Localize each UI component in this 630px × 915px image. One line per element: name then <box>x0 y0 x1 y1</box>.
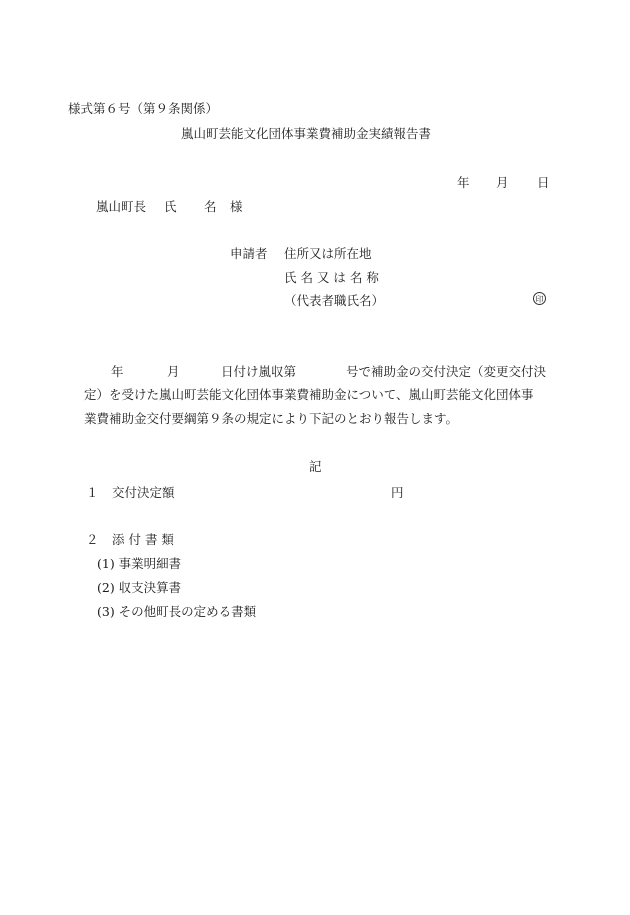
form-number: 様式第６号（第９条関係） <box>68 101 219 116</box>
body-line-2: 定）を受けた嵐山町芸能文化団体事業費補助金について、嵐山町芸能文化団体事 <box>84 387 534 402</box>
body-year: 年 <box>111 364 124 379</box>
seal-mark: 印 <box>533 292 546 305</box>
addressee-shi: 氏 <box>164 199 177 214</box>
body-line-3: 業費補助金交付要綱第９条の規定により下記のとおり報告します。 <box>84 411 459 426</box>
addressee-mei: 名 <box>204 199 217 214</box>
body-decision: 号で補助金の交付決定（変更交付決 <box>346 364 547 379</box>
body-ref: 日付け嵐収第 <box>221 364 297 379</box>
body-month: 月 <box>167 364 180 379</box>
applicant-name: 氏 名 又 は 名 称 <box>284 270 379 285</box>
addressee-name: 嵐山町長 <box>96 199 147 214</box>
applicant-address: 住所又は所在地 <box>284 246 372 261</box>
item-2-label: 添 付 書 類 <box>112 532 174 547</box>
attachment-item: (3) その他町長の定める書類 <box>97 604 257 619</box>
date-year: 年 <box>457 175 470 190</box>
attachment-item: (2) 収支決算書 <box>97 580 182 595</box>
ki-heading: 記 <box>309 459 322 474</box>
date-month: 月 <box>496 175 509 190</box>
attachment-item: (1) 事業明細書 <box>97 556 182 571</box>
applicant-representative: （代表者職氏名） <box>284 293 385 308</box>
item-1-unit: 円 <box>391 485 404 500</box>
applicant-label: 申請者 <box>230 246 268 261</box>
date-day: 日 <box>537 175 550 190</box>
item-2-number: ２ <box>86 532 99 547</box>
addressee-sama: 様 <box>230 199 243 214</box>
document-title: 嵐山町芸能文化団体事業費補助金実績報告書 <box>181 126 432 141</box>
item-1-label: 交付決定額 <box>112 485 175 500</box>
item-1-number: １ <box>86 485 99 500</box>
